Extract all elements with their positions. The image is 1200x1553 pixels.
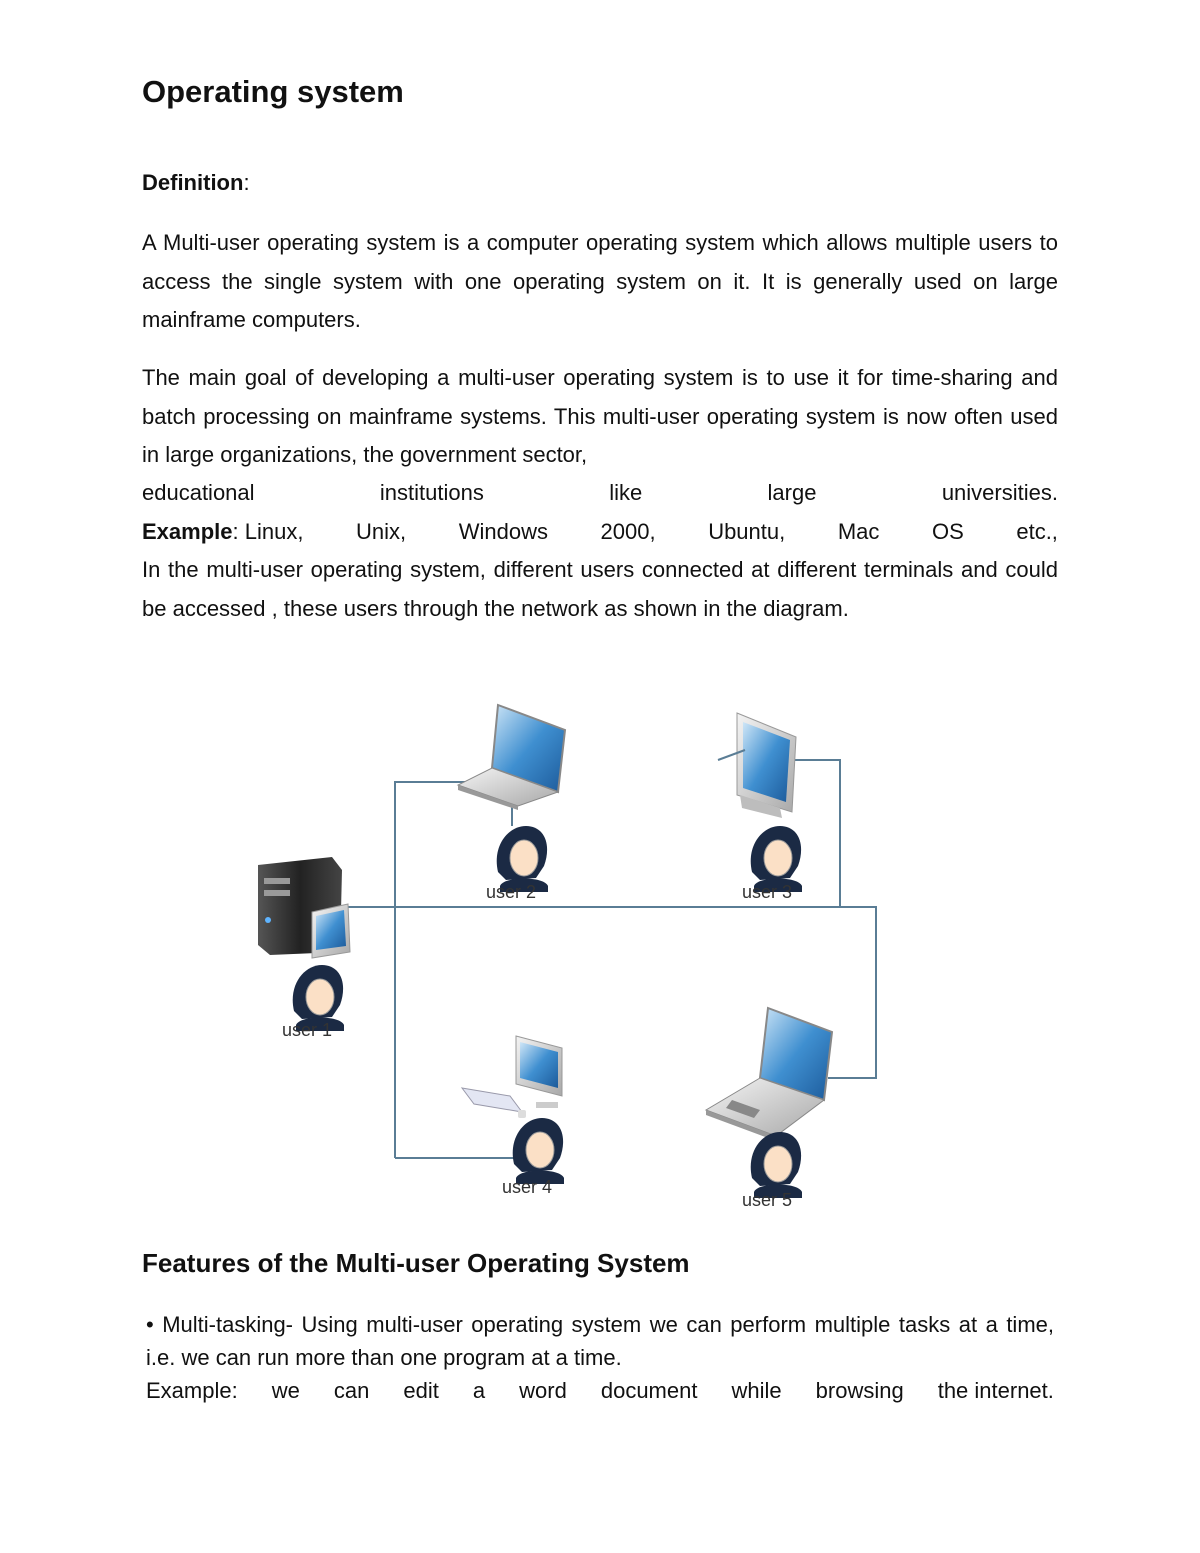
- goal-paragraph: The main goal of developing a multi-user operating system is to use it for time-sharing and batch processing on mainframe systems. This multi-user operating system is now often used in large organizations, the government sector,: [142, 365, 1058, 467]
- laptop-icon: [706, 1008, 832, 1141]
- edu-word: large: [767, 480, 817, 505]
- features-heading: Features of the Multi-user Operating System: [142, 1248, 690, 1278]
- monitor-icon: [718, 713, 796, 818]
- feature-multitasking: • Multi-tasking- Using multi-user operating system we can perform multiple tasks at a time, i.e. we can run more than one program at a time.: [146, 1312, 1054, 1370]
- example-item: Unix,: [356, 519, 407, 544]
- feature-word: while: [731, 1378, 782, 1403]
- feature-word: we: [271, 1378, 300, 1403]
- feature-word: the internet.: [937, 1378, 1054, 1403]
- example-item: Ubuntu,: [708, 519, 786, 544]
- user-avatar: [513, 1118, 564, 1184]
- user-label: user 5: [742, 1190, 793, 1210]
- feature-word: edit: [403, 1378, 439, 1403]
- education-line: [142, 474, 1058, 512]
- laptop-icon: [458, 705, 565, 810]
- feature-word: word: [519, 1378, 567, 1403]
- example-item: OS: [931, 519, 964, 544]
- example-item: Mac: [837, 519, 880, 544]
- desktop-icon: [462, 1036, 562, 1118]
- example-label: Example: [142, 519, 233, 544]
- network-paragraph: In the multi-user operating system, different users connected at different terminals and could be accessed , these users through the network as shown in the diagram.: [142, 557, 1058, 621]
- edu-word: like: [609, 480, 643, 505]
- definition-label: [142, 170, 250, 196]
- feature-word: Example:: [146, 1378, 238, 1403]
- user-label: user 4: [502, 1177, 553, 1197]
- user-label: user 1: [282, 1020, 333, 1040]
- example-item: Windows: [458, 519, 548, 544]
- feature-word: document: [600, 1378, 698, 1403]
- example-lead: [142, 513, 303, 551]
- edu-word: educational: [142, 480, 255, 505]
- page-title: Operating system: [142, 74, 404, 109]
- definition-paragraph: A Multi-user operating system is a computer operating system which allows multiple users to access the single system with one operating system on it. It is generally used on large mainframe computers.: [142, 230, 1058, 332]
- example-item: etc.,: [1016, 519, 1058, 544]
- example-item: : Linux,: [232, 519, 304, 544]
- example-item: 2000,: [600, 519, 656, 544]
- server-icon: [258, 857, 350, 958]
- user-avatar: [751, 1132, 802, 1198]
- definition-colon: :: [243, 170, 250, 195]
- user-label: user 3: [742, 882, 793, 902]
- feature-word: browsing: [815, 1378, 904, 1403]
- feature-word: a: [472, 1378, 486, 1403]
- definition-label-text: Definition: [142, 170, 244, 195]
- example-line: [142, 513, 1058, 551]
- edu-word: universities.: [941, 480, 1058, 505]
- feature-word: can: [333, 1378, 370, 1403]
- user-label: user 2: [486, 882, 537, 902]
- network-diagram: [240, 700, 920, 1220]
- edu-word: institutions: [379, 480, 484, 505]
- feature-example-line: [146, 1374, 1054, 1407]
